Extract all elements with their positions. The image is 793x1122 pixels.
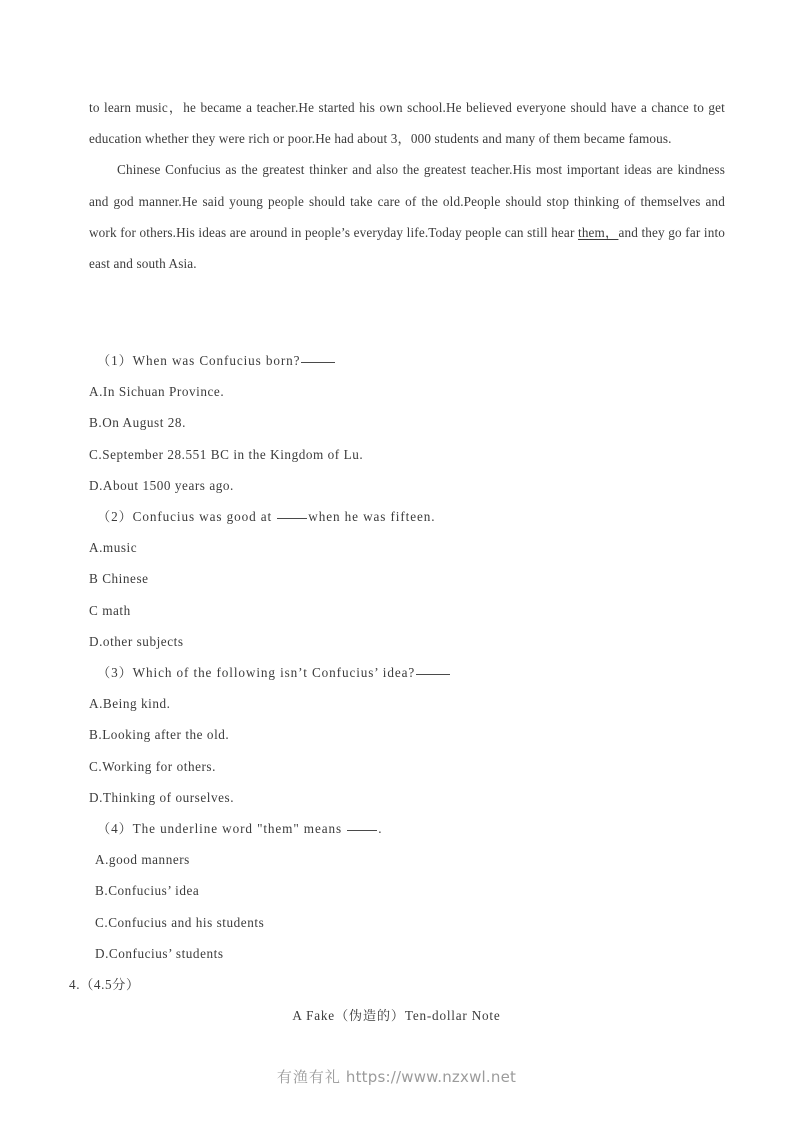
- question-2-stem-text: （2）Confucius was good at: [97, 509, 273, 525]
- question-4-stem: [89, 813, 729, 844]
- question-2-option-c[interactable]: C math: [89, 602, 131, 618]
- question-1-option-b[interactable]: B.On August 28.: [89, 415, 186, 431]
- question-1-answer-blank[interactable]: [301, 362, 335, 363]
- question-2-stem: [89, 501, 729, 532]
- question-3-option-d[interactable]: D.Thinking of ourselves.: [89, 789, 235, 805]
- question-3-answer-blank[interactable]: [416, 674, 450, 675]
- watermark-url: https://www.nzxwl.net: [345, 1068, 517, 1086]
- article-title: A Fake（伪造的）Ten‐dollar Note: [292, 1008, 501, 1023]
- question-4-stem-text: （4）The underline word "them" means: [97, 821, 342, 837]
- question-4-answer-blank[interactable]: [347, 830, 377, 831]
- paragraph-2-text-part-1: Chinese Confucius as the greatest thinker and also the greatest teacher.His most important ideas are kindness and god manner.He said young people should take care of the old.People should stop thinking of themselves and work for others.His ideas are around in people’s everyday life.Today people can still hear: [89, 162, 725, 240]
- item-number-4: [69, 972, 140, 998]
- question-3-option-b[interactable]: B.Looking after the old.: [89, 727, 230, 743]
- question-1-option-c[interactable]: C.September 28.551 BC in the Kingdom of Lu.: [89, 446, 364, 462]
- question-2-answer-blank[interactable]: [277, 518, 307, 519]
- question-2-option-a[interactable]: A.music: [89, 540, 138, 556]
- question-4-option-b[interactable]: B.Confucius’ idea: [95, 883, 200, 899]
- item-number-4-label: 4.: [69, 977, 81, 992]
- question-1-option-a[interactable]: A.In Sichuan Province.: [89, 384, 225, 400]
- question-1-option-d[interactable]: D.About 1500 years ago.: [89, 477, 234, 493]
- passage-paragraph-1: [89, 92, 725, 154]
- passage-paragraph-2: [89, 154, 725, 279]
- question-1-stem: [89, 345, 729, 376]
- question-4-option-a[interactable]: A.good manners: [95, 852, 190, 868]
- question-3-option-a[interactable]: A.Being kind.: [89, 696, 171, 712]
- question-4-option-d[interactable]: D.Confucius’ students: [95, 945, 224, 961]
- question-3-stem: [89, 657, 729, 688]
- question-2-option-b[interactable]: B Chinese: [89, 571, 149, 587]
- question-3-stem-text: （3）Which of the following isn’t Confucius’ idea?: [97, 665, 416, 681]
- item-number-4-score: （4.5分）: [80, 977, 140, 992]
- paragraph-2-text-part-2: and they go far into east and south Asia.: [89, 224, 725, 272]
- paragraph-1-text: to learn music，he became a teacher.He started his own school.He believed everyone should have a chance to get education whether they were rich or poor.He had about 3，000 students and many of them became famous.: [89, 100, 725, 147]
- question-2-option-d[interactable]: D.other subjects: [89, 633, 184, 649]
- underlined-word-them: them，: [578, 224, 619, 240]
- watermark: [0, 1066, 793, 1087]
- reading-passage: [89, 92, 725, 279]
- question-list: [89, 345, 729, 969]
- question-2-stem-suffix: when he was fifteen.: [308, 509, 436, 525]
- question-4-option-c[interactable]: C.Confucius and his students: [95, 914, 265, 930]
- question-3-option-c[interactable]: C.Working for others.: [89, 758, 216, 774]
- question-4-stem-suffix: .: [378, 821, 383, 837]
- watermark-brand: 有渔有礼: [276, 1068, 341, 1086]
- question-1-stem-text: （1）When was Confucius born?: [97, 353, 301, 368]
